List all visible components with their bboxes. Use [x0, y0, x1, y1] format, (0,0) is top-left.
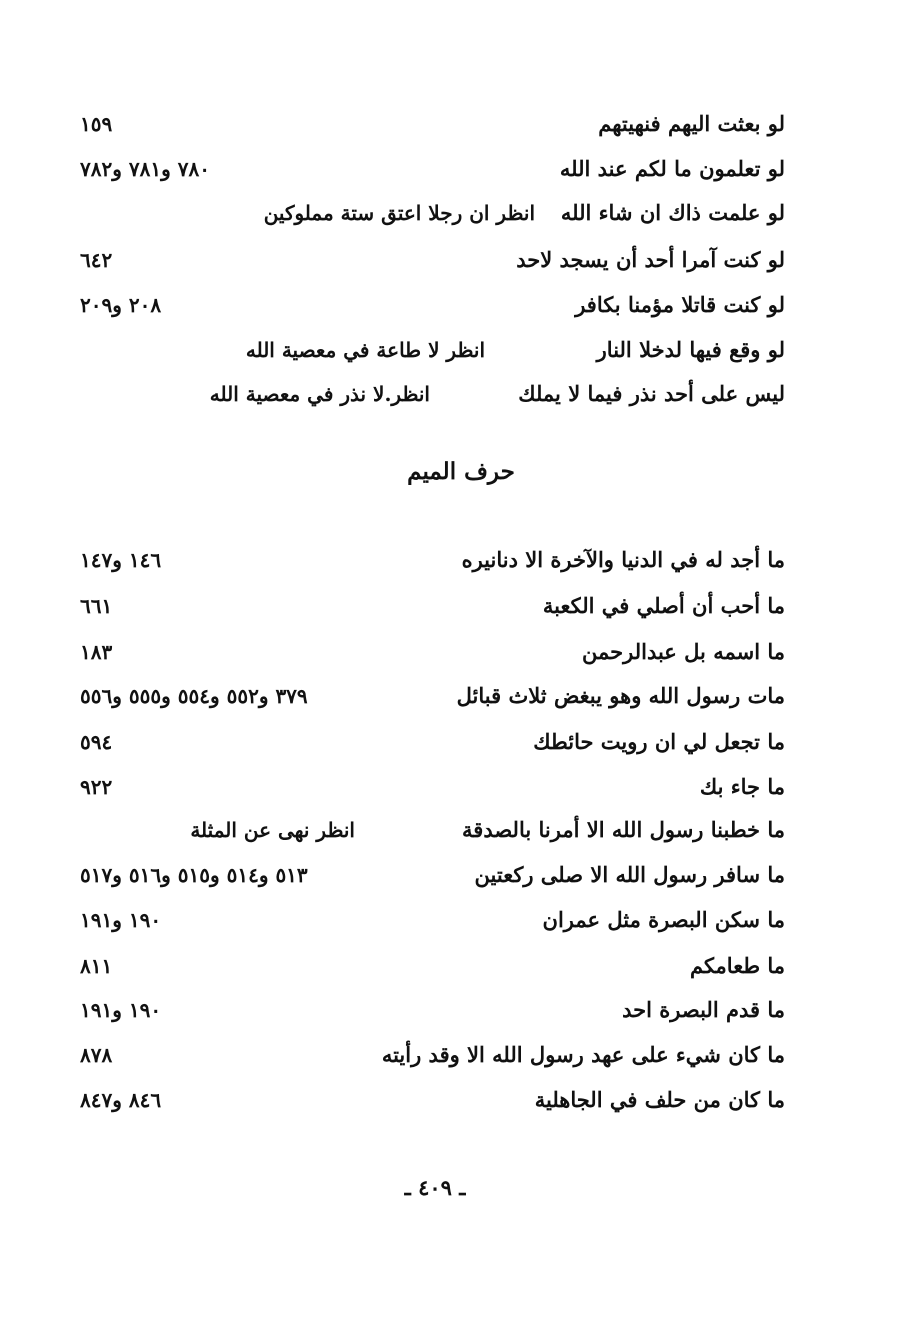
page-reference: ٣٧٩ و٥٥٢ و٥٥٤ و٥٥٥ و٥٥٦: [80, 684, 308, 708]
index-row: [80, 149, 785, 189]
cross-reference: انظر.لا نذر في معصية الله: [209, 382, 430, 406]
hadith-entry: ما أجد له في الدنيا والآخرة الا دنانيره: [461, 547, 785, 572]
page-reference: ١٩٠ و١٩١: [80, 908, 162, 932]
hadith-entry: ما كان شيء على عهد رسول الله الا وقد رأيته: [381, 1042, 785, 1067]
hadith-entry: مات رسول الله وهو يبغض ثلاث قبائل: [456, 683, 785, 708]
index-row: [80, 1035, 785, 1075]
hadith-entry: ما جاء بك: [699, 774, 785, 799]
hadith-entry: لو تعلمون ما لكم عند الله: [559, 156, 785, 181]
hadith-entry: ما أحب أن أصلي في الكعبة: [542, 593, 785, 618]
page-reference: ٢٠٨ و٢٠٩: [80, 293, 162, 317]
index-row: [80, 193, 785, 233]
index-row: [80, 855, 785, 895]
index-row: [80, 285, 785, 325]
page-reference: ٦٦١: [80, 594, 113, 618]
index-row: [80, 374, 785, 414]
index-row: [80, 676, 785, 716]
page-reference: ٨٤٦ و٨٤٧: [80, 1088, 162, 1112]
index-row: [80, 586, 785, 626]
hadith-entry: ما خطبنا رسول الله الا أمرنا بالصدقة: [462, 817, 785, 842]
cross-reference: انظر ان رجلا اعتق ستة مملوكين: [263, 201, 535, 225]
page-reference: ٨٧٨: [80, 1043, 113, 1067]
hadith-entry: ما سافر رسول الله الا صلى ركعتين: [474, 862, 785, 887]
index-row: [80, 767, 785, 807]
hadith-entry: لو كنت قاتلا مؤمنا بكافر: [575, 292, 785, 317]
page-reference: ٥٩٤: [80, 730, 113, 754]
hadith-entry: ما قدم البصرة احد: [622, 997, 785, 1022]
cross-reference: انظر لا طاعة في معصية الله: [245, 338, 485, 362]
hadith-entry: لو كنت آمرا أحد أن يسجد لاحد: [516, 247, 785, 272]
page-reference: ٥١٣ و٥١٤ و٥١٥ و٥١٦ و٥١٧: [80, 863, 308, 887]
hadith-entry: لو وقع فيها لدخلا النار: [596, 337, 785, 362]
page-reference: ١٩٠ و١٩١: [80, 998, 162, 1022]
hadith-entry: ليس على أحد نذر فيما لا يملك: [518, 381, 785, 406]
index-row: [80, 722, 785, 762]
page-reference: ١٤٦ و١٤٧: [80, 548, 162, 572]
hadith-entry: ما سكن البصرة مثل عمران: [542, 907, 785, 932]
hadith-entry: ما اسمه بل عبدالرحمن: [582, 639, 785, 664]
page-reference: ١٥٩: [80, 112, 113, 136]
index-row: [80, 900, 785, 940]
page-number: ـ ٤٠٩ ـ: [404, 1175, 466, 1200]
section-heading: حرف الميم: [407, 458, 515, 485]
page-reference: ٦٤٢: [80, 248, 113, 272]
index-row: [80, 810, 785, 850]
hadith-entry: ما كان من حلف في الجاهلية: [534, 1087, 785, 1112]
index-row: [80, 990, 785, 1030]
index-row: [80, 946, 785, 986]
index-row: [80, 104, 785, 144]
index-row: [80, 540, 785, 580]
cross-reference: انظر نهى عن المثلة: [190, 818, 355, 842]
page-reference: ٩٢٢: [80, 775, 113, 799]
index-row: [80, 1080, 785, 1120]
page-reference: ١٨٣: [80, 640, 113, 664]
index-row: [80, 632, 785, 672]
hadith-entry: لو بعثت اليهم فنهيتهم: [598, 111, 785, 136]
index-row: [80, 330, 785, 370]
page-reference: ٨١١: [80, 954, 113, 978]
hadith-entry: ما تجعل لي ان رويت حائطك: [533, 729, 785, 754]
hadith-entry: ما طعامكم: [689, 953, 785, 978]
page-reference: ٧٨٠ و٧٨١ و٧٨٢: [80, 157, 210, 181]
hadith-entry: لو علمت ذاك ان شاء الله: [560, 200, 785, 225]
index-row: [80, 240, 785, 280]
